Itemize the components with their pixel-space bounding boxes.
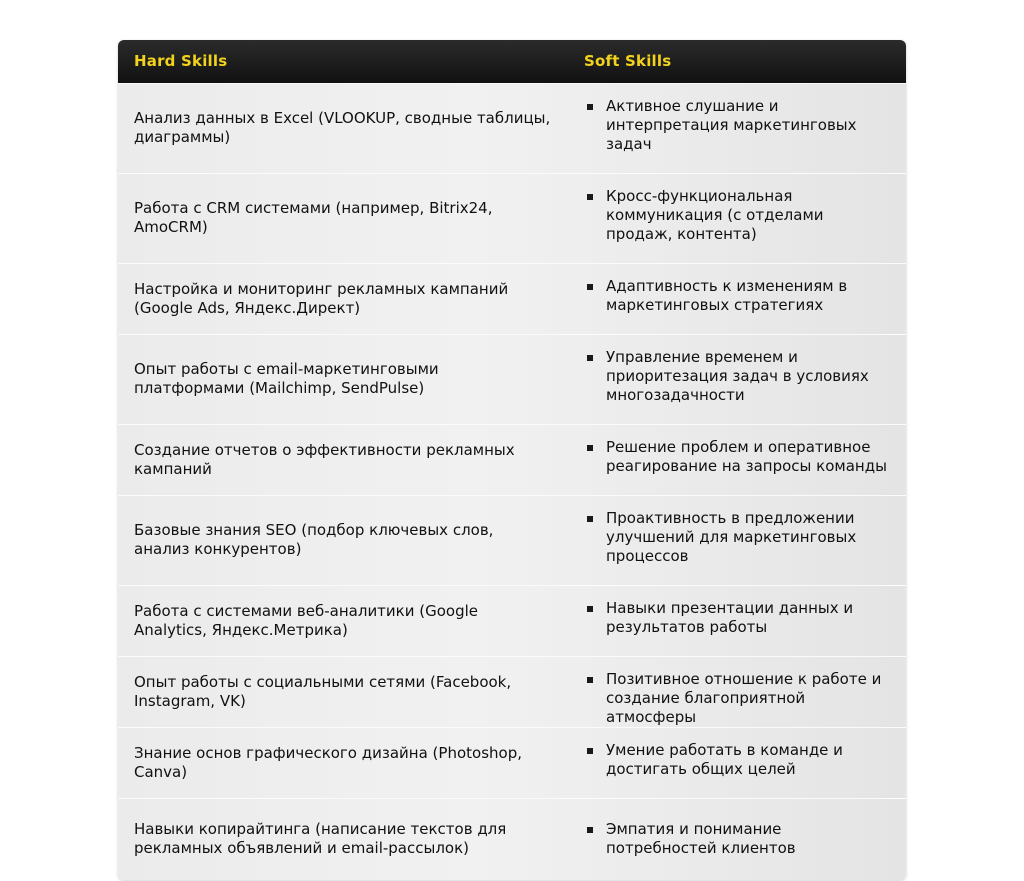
soft-skill-text: Адаптивность к изменениям в маркетинговых стратегиях <box>606 276 848 314</box>
table-row <box>118 173 906 263</box>
soft-skill-cell <box>568 727 906 798</box>
hard-skill-cell: Опыт работы с email-маркетинговыми платформами (Mailchimp, SendPulse) <box>134 360 439 397</box>
hard-skill-cell: Анализ данных в Excel (VLOOKUP, сводные таблицы, диаграммы) <box>134 109 551 146</box>
table-header <box>118 40 906 83</box>
soft-skill-text: Кросс-функциональная коммуникация (с отделами продаж, контента) <box>606 186 824 243</box>
bullet-icon <box>587 516 593 522</box>
soft-skill-cell <box>568 263 906 334</box>
soft-skill-text: Решение проблем и оперативное реагирование на запросы команды <box>606 437 887 475</box>
soft-skill-text: Управление временем и приоритезация задач в условиях многозадачности <box>606 347 869 404</box>
hard-skill-cell: Базовые знания SEO (подбор ключевых слов, анализ конкурентов) <box>134 521 494 558</box>
bullet-icon <box>587 355 593 361</box>
soft-skill-text: Активное слушание и интерпретация маркетинговых задач <box>606 96 857 153</box>
table-row <box>118 798 906 880</box>
soft-skill-cell <box>568 656 906 727</box>
header-soft-skills: Soft Skills <box>584 52 672 71</box>
table-row <box>118 334 906 424</box>
soft-skill-text: Позитивное отношение к работе и создание благоприятной атмосферы <box>606 669 882 726</box>
hard-skill-cell: Знание основ графического дизайна (Photoshop, Canva) <box>134 743 522 781</box>
header-row <box>118 40 906 83</box>
hard-skill-cell: Настройка и мониторинг рекламных кампаний (Google Ads, Яндекс.Директ) <box>134 279 509 317</box>
table-row <box>118 727 906 798</box>
table-body <box>118 83 906 880</box>
bullet-icon <box>587 445 593 451</box>
hard-skill-cell: Работа с системами веб-аналитики (Google Analytics, Яндекс.Метрика) <box>134 601 478 639</box>
soft-skill-cell <box>568 83 906 173</box>
soft-skill-cell <box>568 173 906 263</box>
soft-skill-text: Эмпатия и понимание потребностей клиентов <box>606 820 796 858</box>
bullet-icon <box>587 748 593 754</box>
header-hard-skills: Hard Skills <box>134 52 228 71</box>
table-row <box>118 424 906 495</box>
table-row <box>118 83 906 173</box>
bullet-icon <box>587 194 593 200</box>
skills-table-container <box>118 40 906 880</box>
table-row <box>118 585 906 656</box>
bullet-icon <box>587 827 593 833</box>
table-row <box>118 495 906 585</box>
bullet-icon <box>587 104 593 110</box>
soft-skill-text: Умение работать в команде и достигать общих целей <box>606 740 843 778</box>
skills-table <box>118 40 906 880</box>
hard-skill-cell: Навыки копирайтинга (написание текстов для рекламных объявлений и email-рассылок) <box>134 820 507 858</box>
soft-skill-cell <box>568 334 906 424</box>
hard-skill-cell: Работа с CRM системами (например, Bitrix24, AmoCRM) <box>134 199 493 236</box>
bullet-icon <box>587 284 593 290</box>
table-row <box>118 263 906 334</box>
hard-skill-cell: Опыт работы с социальными сетями (Facebook, Instagram, VK) <box>134 672 512 710</box>
bullet-icon <box>587 677 593 683</box>
soft-skill-text: Навыки презентации данных и результатов работы <box>606 598 854 636</box>
soft-skill-cell <box>568 495 906 585</box>
soft-skill-cell <box>568 798 906 880</box>
soft-skill-cell <box>568 424 906 495</box>
table-row <box>118 656 906 727</box>
bullet-icon <box>587 606 593 612</box>
soft-skill-cell <box>568 585 906 656</box>
hard-skill-cell: Создание отчетов о эффективности рекламных кампаний <box>134 440 515 478</box>
soft-skill-text: Проактивность в предложении улучшений для маркетинговых процессов <box>606 508 857 565</box>
